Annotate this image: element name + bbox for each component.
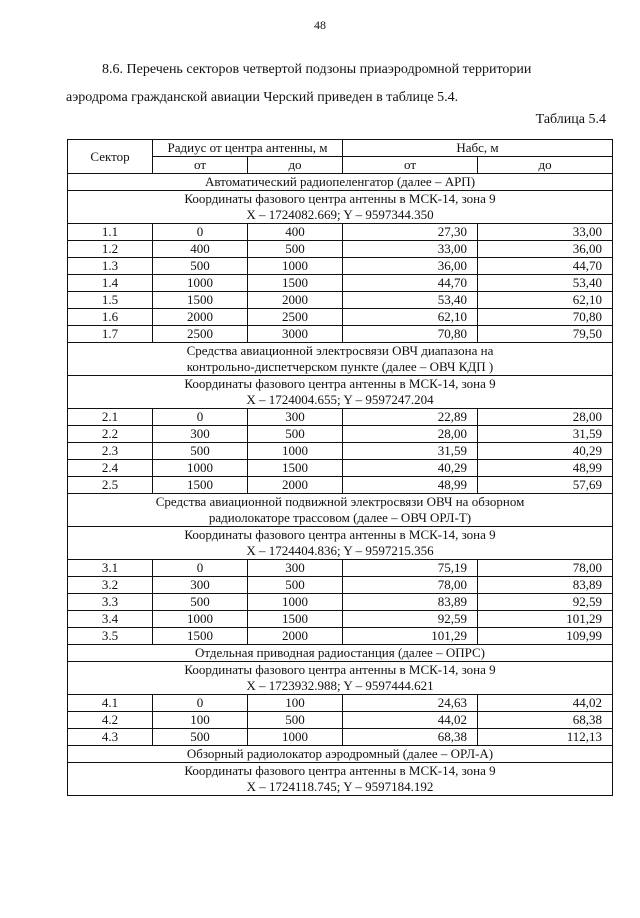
cell-habs-from: 33,00 xyxy=(343,241,478,258)
cell-habs-to: 79,50 xyxy=(478,326,613,343)
cell-radius-from: 1000 xyxy=(153,460,248,477)
cell-radius-to: 1500 xyxy=(248,611,343,628)
cell-habs-to: 44,70 xyxy=(478,258,613,275)
cell-radius-from: 0 xyxy=(153,695,248,712)
cell-sector: 2.3 xyxy=(68,443,153,460)
cell-radius-to: 2000 xyxy=(248,628,343,645)
cell-sector: 1.5 xyxy=(68,292,153,309)
cell-habs-from: 68,38 xyxy=(343,729,478,746)
table-row xyxy=(68,611,613,628)
cell-sector: 1.3 xyxy=(68,258,153,275)
coordinates-line: X – 1724004.655; Y – 9597247.204 xyxy=(246,392,434,407)
cell-habs-from: 75,19 xyxy=(343,560,478,577)
cell-radius-from: 2500 xyxy=(153,326,248,343)
table-row xyxy=(68,275,613,292)
cell-radius-from: 0 xyxy=(153,409,248,426)
table-label: Таблица 5.4 xyxy=(535,112,606,127)
cell-radius-to: 1000 xyxy=(248,258,343,275)
cell-habs-to: 83,89 xyxy=(478,577,613,594)
table-row xyxy=(68,409,613,426)
group-title xyxy=(68,494,613,527)
group-title-line: Средства авиационной подвижной электросвязи ОВЧ на обзорном xyxy=(155,494,525,509)
cell-sector: 4.3 xyxy=(68,729,153,746)
table-row xyxy=(68,577,613,594)
cell-habs-to: 28,00 xyxy=(478,409,613,426)
cell-radius-from: 400 xyxy=(153,241,248,258)
group-title-line: Автоматический радиопеленгатор (далее – АРП) xyxy=(204,174,476,189)
header-habs-from: от xyxy=(343,157,478,174)
cell-habs-from: 22,89 xyxy=(343,409,478,426)
group-title-line: радиолокаторе трассовом (далее – ОВЧ ОРЛ-Т) xyxy=(208,510,472,525)
cell-habs-from: 44,70 xyxy=(343,275,478,292)
cell-habs-to: 44,02 xyxy=(478,695,613,712)
cell-habs-to: 40,29 xyxy=(478,443,613,460)
cell-radius-to: 3000 xyxy=(248,326,343,343)
cell-habs-from: 31,59 xyxy=(343,443,478,460)
table-row xyxy=(68,729,613,746)
group-title-line: Обзорный радиолокатор аэродромный (далее – ОРЛ-А) xyxy=(186,746,494,761)
cell-habs-from: 92,59 xyxy=(343,611,478,628)
group-title xyxy=(68,343,613,376)
cell-sector: 2.4 xyxy=(68,460,153,477)
cell-radius-from: 300 xyxy=(153,426,248,443)
cell-radius-to: 100 xyxy=(248,695,343,712)
cell-sector: 3.5 xyxy=(68,628,153,645)
cell-radius-to: 1000 xyxy=(248,594,343,611)
table-row xyxy=(68,594,613,611)
cell-habs-from: 28,00 xyxy=(343,426,478,443)
cell-habs-from: 24,63 xyxy=(343,695,478,712)
table-row xyxy=(68,460,613,477)
coordinates-line: Координаты фазового центра антенны в МСК-14, зона 9 xyxy=(184,763,496,778)
coordinates-line: X – 1724082.669; Y – 9597344.350 xyxy=(246,207,434,222)
cell-habs-to: 53,40 xyxy=(478,275,613,292)
cell-habs-to: 31,59 xyxy=(478,426,613,443)
antenna-coordinates xyxy=(68,662,613,695)
table-row xyxy=(68,560,613,577)
antenna-coordinates xyxy=(68,527,613,560)
cell-radius-from: 300 xyxy=(153,577,248,594)
cell-sector: 1.7 xyxy=(68,326,153,343)
cell-habs-from: 78,00 xyxy=(343,577,478,594)
table-row xyxy=(68,628,613,645)
cell-radius-from: 0 xyxy=(153,224,248,241)
cell-habs-from: 48,99 xyxy=(343,477,478,494)
cell-habs-to: 62,10 xyxy=(478,292,613,309)
cell-sector: 4.1 xyxy=(68,695,153,712)
cell-radius-from: 1000 xyxy=(153,275,248,292)
header-radius-from: от xyxy=(153,157,248,174)
cell-radius-from: 2000 xyxy=(153,309,248,326)
cell-habs-to: 101,29 xyxy=(478,611,613,628)
cell-habs-from: 53,40 xyxy=(343,292,478,309)
group-title xyxy=(68,174,613,191)
cell-habs-from: 27,30 xyxy=(343,224,478,241)
cell-radius-from: 500 xyxy=(153,729,248,746)
cell-sector: 1.4 xyxy=(68,275,153,292)
coordinates-line: Координаты фазового центра антенны в МСК-14, зона 9 xyxy=(184,191,496,206)
cell-sector: 2.2 xyxy=(68,426,153,443)
cell-sector: 2.1 xyxy=(68,409,153,426)
table-row xyxy=(68,258,613,275)
cell-radius-to: 400 xyxy=(248,224,343,241)
cell-sector: 3.4 xyxy=(68,611,153,628)
cell-habs-to: 33,00 xyxy=(478,224,613,241)
cell-radius-from: 1000 xyxy=(153,611,248,628)
cell-radius-to: 500 xyxy=(248,241,343,258)
table-row xyxy=(68,712,613,729)
cell-radius-from: 0 xyxy=(153,560,248,577)
cell-radius-from: 1500 xyxy=(153,477,248,494)
cell-habs-to: 36,00 xyxy=(478,241,613,258)
cell-habs-to: 112,13 xyxy=(478,729,613,746)
cell-radius-to: 1500 xyxy=(248,460,343,477)
table-row xyxy=(68,309,613,326)
cell-habs-to: 70,80 xyxy=(478,309,613,326)
header-habs-to: до xyxy=(478,157,613,174)
table-row xyxy=(68,443,613,460)
header-radius: Радиус от центра антенны, м xyxy=(153,140,343,157)
coordinates-line: X – 1723932.988; Y – 9597444.621 xyxy=(246,678,434,693)
cell-radius-to: 2000 xyxy=(248,292,343,309)
intro-paragraph xyxy=(66,56,606,112)
cell-sector: 1.1 xyxy=(68,224,153,241)
cell-habs-to: 109,99 xyxy=(478,628,613,645)
cell-radius-to: 1000 xyxy=(248,443,343,460)
coordinates-line: Координаты фазового центра антенны в МСК-14, зона 9 xyxy=(184,527,496,542)
cell-radius-from: 100 xyxy=(153,712,248,729)
cell-habs-to: 92,59 xyxy=(478,594,613,611)
group-title-line: Отдельная приводная радиостанция (далее – ОПРС) xyxy=(195,645,485,660)
cell-radius-from: 500 xyxy=(153,594,248,611)
cell-habs-from: 101,29 xyxy=(343,628,478,645)
cell-sector: 1.2 xyxy=(68,241,153,258)
cell-sector: 3.1 xyxy=(68,560,153,577)
sectors-table xyxy=(67,139,613,796)
cell-habs-to: 68,38 xyxy=(478,712,613,729)
cell-habs-from: 44,02 xyxy=(343,712,478,729)
table-row xyxy=(68,292,613,309)
cell-habs-from: 36,00 xyxy=(343,258,478,275)
table-row xyxy=(68,426,613,443)
cell-radius-to: 1500 xyxy=(248,275,343,292)
group-title xyxy=(68,645,613,662)
cell-sector: 1.6 xyxy=(68,309,153,326)
cell-habs-from: 70,80 xyxy=(343,326,478,343)
cell-habs-from: 83,89 xyxy=(343,594,478,611)
page-number: 48 xyxy=(314,18,326,32)
cell-habs-from: 62,10 xyxy=(343,309,478,326)
cell-sector: 3.2 xyxy=(68,577,153,594)
cell-radius-from: 500 xyxy=(153,443,248,460)
cell-radius-from: 1500 xyxy=(153,292,248,309)
header-habs: Набс, м xyxy=(343,140,613,157)
group-title-line: Средства авиационной электросвязи ОВЧ диапазона на xyxy=(186,343,494,358)
cell-habs-to: 78,00 xyxy=(478,560,613,577)
group-title-line: контрольно-диспетчерском пункте (далее – ОВЧ КДП ) xyxy=(186,359,494,374)
cell-radius-to: 2000 xyxy=(248,477,343,494)
coordinates-line: X – 1724404.836; Y – 9597215.356 xyxy=(246,543,434,558)
cell-radius-to: 2500 xyxy=(248,309,343,326)
group-title xyxy=(68,746,613,763)
antenna-coordinates xyxy=(68,191,613,224)
cell-radius-to: 500 xyxy=(248,577,343,594)
coordinates-line: X – 1724118.745; Y – 9597184.192 xyxy=(246,779,434,794)
cell-habs-to: 48,99 xyxy=(478,460,613,477)
header-sector: Сектор xyxy=(68,140,153,174)
cell-radius-from: 1500 xyxy=(153,628,248,645)
intro-line-2: аэродрома гражданской авиации Черский приведен в таблице 5.4. xyxy=(66,90,459,105)
table-row xyxy=(68,224,613,241)
cell-sector: 3.3 xyxy=(68,594,153,611)
cell-sector: 2.5 xyxy=(68,477,153,494)
cell-habs-from: 40,29 xyxy=(343,460,478,477)
antenna-coordinates xyxy=(68,376,613,409)
cell-radius-to: 300 xyxy=(248,560,343,577)
cell-radius-to: 500 xyxy=(248,712,343,729)
coordinates-line: Координаты фазового центра антенны в МСК-14, зона 9 xyxy=(184,376,496,391)
cell-sector: 4.2 xyxy=(68,712,153,729)
table-row xyxy=(68,695,613,712)
table-row xyxy=(68,477,613,494)
cell-radius-from: 500 xyxy=(153,258,248,275)
intro-line-1: 8.6. Перечень секторов четвертой подзоны приаэродромной территории xyxy=(102,62,532,77)
cell-radius-to: 1000 xyxy=(248,729,343,746)
cell-radius-to: 500 xyxy=(248,426,343,443)
antenna-coordinates xyxy=(68,763,613,796)
cell-radius-to: 300 xyxy=(248,409,343,426)
table-row xyxy=(68,241,613,258)
cell-habs-to: 57,69 xyxy=(478,477,613,494)
table-row xyxy=(68,326,613,343)
header-radius-to: до xyxy=(248,157,343,174)
coordinates-line: Координаты фазового центра антенны в МСК-14, зона 9 xyxy=(184,662,496,677)
